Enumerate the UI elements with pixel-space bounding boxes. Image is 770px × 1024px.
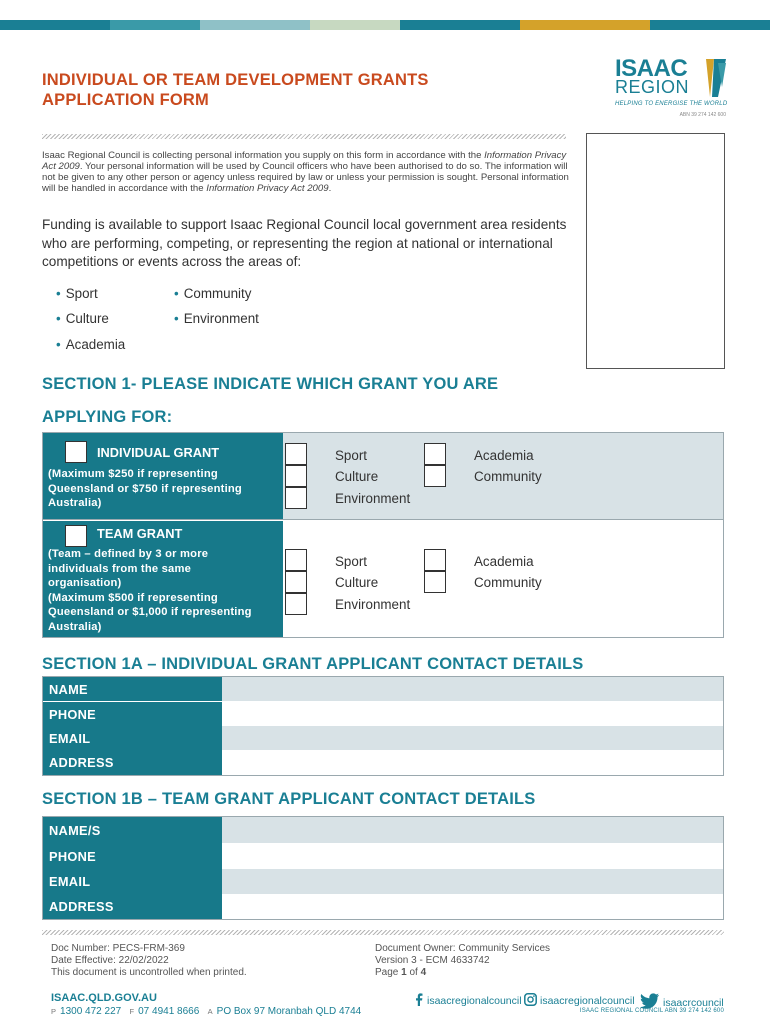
privacy-text-2: . Your personal information will be used by Council officers who have been authorised to do so. The information will not be given to any other person or agency unless required by law or unless your permission is sought. Personal information will be handled in accordance with the xyxy=(42,161,569,194)
privacy-act-ref-2: Information Privacy Act 2009 xyxy=(206,183,329,194)
individual-grant-description: (Maximum $250 if representing Queensland or $750 if representing Australia) xyxy=(48,468,242,509)
privacy-statement xyxy=(42,150,572,194)
team-grant-heading: TEAM GRANT xyxy=(97,526,183,541)
individual-phone-label: PHONE xyxy=(43,702,222,726)
individual-community-checkbox[interactable] xyxy=(424,465,446,487)
footer-hatch-divider xyxy=(42,930,724,935)
document-owner-info xyxy=(375,943,550,978)
privacy-text-3: . xyxy=(328,183,332,194)
individual-phone-row xyxy=(43,702,723,726)
area-bullet: • Community xyxy=(174,286,252,301)
uncontrolled-note: This document is uncontrolled when printed. xyxy=(51,966,247,978)
privacy-act-ref-1: Information Privacy Act 2009 xyxy=(42,150,567,172)
form-title xyxy=(42,70,522,110)
individual-address-field[interactable] xyxy=(222,750,723,775)
contact-line: P 1300 472 227 F 07 4941 8666 A PO Box 97 Moranbah QLD 4744 xyxy=(51,1006,362,1017)
team-names-row xyxy=(43,817,723,843)
team-sport-label: Sport xyxy=(335,554,368,569)
individual-community-label: Community xyxy=(474,469,542,484)
individual-sport-label: Sport xyxy=(335,448,368,463)
team-culture-checkbox[interactable] xyxy=(285,571,307,593)
document-info xyxy=(51,943,247,978)
logo-tagline: HELPING TO ENERGISE THE WORLD xyxy=(615,101,728,107)
section-1-heading-line-1: SECTION 1- PLEASE INDICATE WHICH GRANT YOU ARE xyxy=(42,375,499,393)
team-environment-label: Environment xyxy=(335,597,411,612)
instagram-icon xyxy=(524,993,537,1009)
individual-contact-table xyxy=(42,676,724,776)
document-owner: Document Owner: Community Services xyxy=(375,943,551,954)
team-names-label: NAME/S xyxy=(43,817,222,843)
doc-number: Doc Number: PECS-FRM-369 xyxy=(51,943,185,954)
individual-academia-checkbox[interactable] xyxy=(424,443,446,465)
section-1a-heading: SECTION 1A – INDIVIDUAL GRANT APPLICANT CONTACT DETAILS xyxy=(42,655,584,673)
team-email-label: EMAIL xyxy=(43,869,222,894)
individual-name-field[interactable] xyxy=(222,677,723,701)
postal-address: PO Box 97 Moranbah QLD 4744 xyxy=(216,1006,362,1017)
individual-address-label: ADDRESS xyxy=(43,750,222,775)
area-bullet: • Culture xyxy=(56,311,109,326)
phone-number[interactable]: 1300 472 227 xyxy=(60,1006,122,1017)
footer-abn: ISAAC REGIONAL COUNCIL ABN 39 274 142 600 xyxy=(579,1008,724,1014)
logo-region-text: REGION xyxy=(615,77,690,97)
team-phone-row xyxy=(43,843,723,869)
team-grant-checkbox[interactable] xyxy=(65,525,87,547)
team-sport-checkbox[interactable] xyxy=(285,549,307,571)
date-effective: Date Effective: 22/02/2022 xyxy=(51,954,169,966)
title-line-2: APPLICATION FORM xyxy=(42,91,209,109)
team-names-field[interactable] xyxy=(222,817,723,843)
individual-name-row xyxy=(43,677,723,702)
individual-grant-checkbox[interactable] xyxy=(65,441,87,463)
twitter-link[interactable]: isaacrcouncil xyxy=(640,993,724,1012)
individual-environment-label: Environment xyxy=(335,491,411,506)
team-address-label: ADDRESS xyxy=(43,894,222,919)
hatch-divider xyxy=(42,134,566,139)
individual-name-label: NAME xyxy=(43,677,222,701)
team-phone-field[interactable] xyxy=(222,843,723,869)
document-version: Version 3 - ECM 4633742 xyxy=(375,954,490,966)
team-environment-checkbox[interactable] xyxy=(285,593,307,615)
privacy-text-1: Isaac Regional Council is collecting personal information you supply on this form in accordance with the xyxy=(42,150,482,161)
team-academia-checkbox[interactable] xyxy=(424,549,446,571)
team-grant-row xyxy=(43,521,723,637)
isaac-region-logo xyxy=(612,55,730,125)
facebook-link[interactable]: isaacregionalcouncil xyxy=(414,993,522,1009)
individual-environment-checkbox[interactable] xyxy=(285,487,307,509)
team-culture-label: Culture xyxy=(335,575,379,590)
individual-email-label: EMAIL xyxy=(43,726,222,750)
instagram-link[interactable]: isaacregionalcouncil xyxy=(524,993,635,1009)
team-academia-label: Academia xyxy=(474,554,534,569)
team-address-field[interactable] xyxy=(222,894,723,919)
photo-box[interactable] xyxy=(586,133,725,369)
top-colour-bar xyxy=(0,20,770,30)
area-bullet: • Sport xyxy=(56,286,98,301)
logo-isaac-text: ISAAC xyxy=(615,55,688,82)
grant-selection-table xyxy=(42,432,724,638)
team-grant-description: (Team – defined by 3 or more individuals from the same organisation) (Maximum $500 if representing Queensland or $1,000 if representing Australia) xyxy=(48,548,252,633)
logo-mark-icon xyxy=(704,57,728,97)
logo-abn: ABN 39 274 142 600 xyxy=(679,112,726,118)
individual-phone-field[interactable] xyxy=(222,702,723,726)
page-indicator: Page 1 of 4 xyxy=(375,966,427,978)
fax-number: 07 4941 8666 xyxy=(138,1006,200,1017)
area-bullet: • Academia xyxy=(56,337,126,352)
area-bullet: • Environment xyxy=(174,311,259,326)
individual-culture-checkbox[interactable] xyxy=(285,465,307,487)
team-email-field[interactable] xyxy=(222,869,723,894)
individual-email-row xyxy=(43,726,723,750)
title-line-1: INDIVIDUAL OR TEAM DEVELOPMENT GRANTS xyxy=(42,71,429,89)
team-address-row xyxy=(43,894,723,919)
team-email-row xyxy=(43,869,723,894)
funding-paragraph: Funding is available to support Isaac Regional Council local government area residents who are performing, competing, or representing the region at national or international competitions or events across the areas of: xyxy=(42,217,567,269)
individual-email-field[interactable] xyxy=(222,726,723,750)
team-contact-table xyxy=(42,816,724,920)
section-1-heading-line-2: APPLYING FOR: xyxy=(42,408,173,426)
individual-culture-label: Culture xyxy=(335,469,379,484)
individual-grant-row xyxy=(43,433,723,520)
individual-grant-heading: INDIVIDUAL GRANT xyxy=(97,445,220,460)
team-community-checkbox[interactable] xyxy=(424,571,446,593)
individual-address-row xyxy=(43,750,723,775)
section-1b-heading: SECTION 1B – TEAM GRANT APPLICANT CONTACT DETAILS xyxy=(42,790,536,808)
individual-sport-checkbox[interactable] xyxy=(285,443,307,465)
facebook-icon xyxy=(414,993,424,1009)
individual-academia-label: Academia xyxy=(474,448,534,463)
website-link[interactable]: ISAAC.QLD.GOV.AU xyxy=(51,992,157,1004)
team-community-label: Community xyxy=(474,575,542,590)
team-phone-label: PHONE xyxy=(43,843,222,869)
